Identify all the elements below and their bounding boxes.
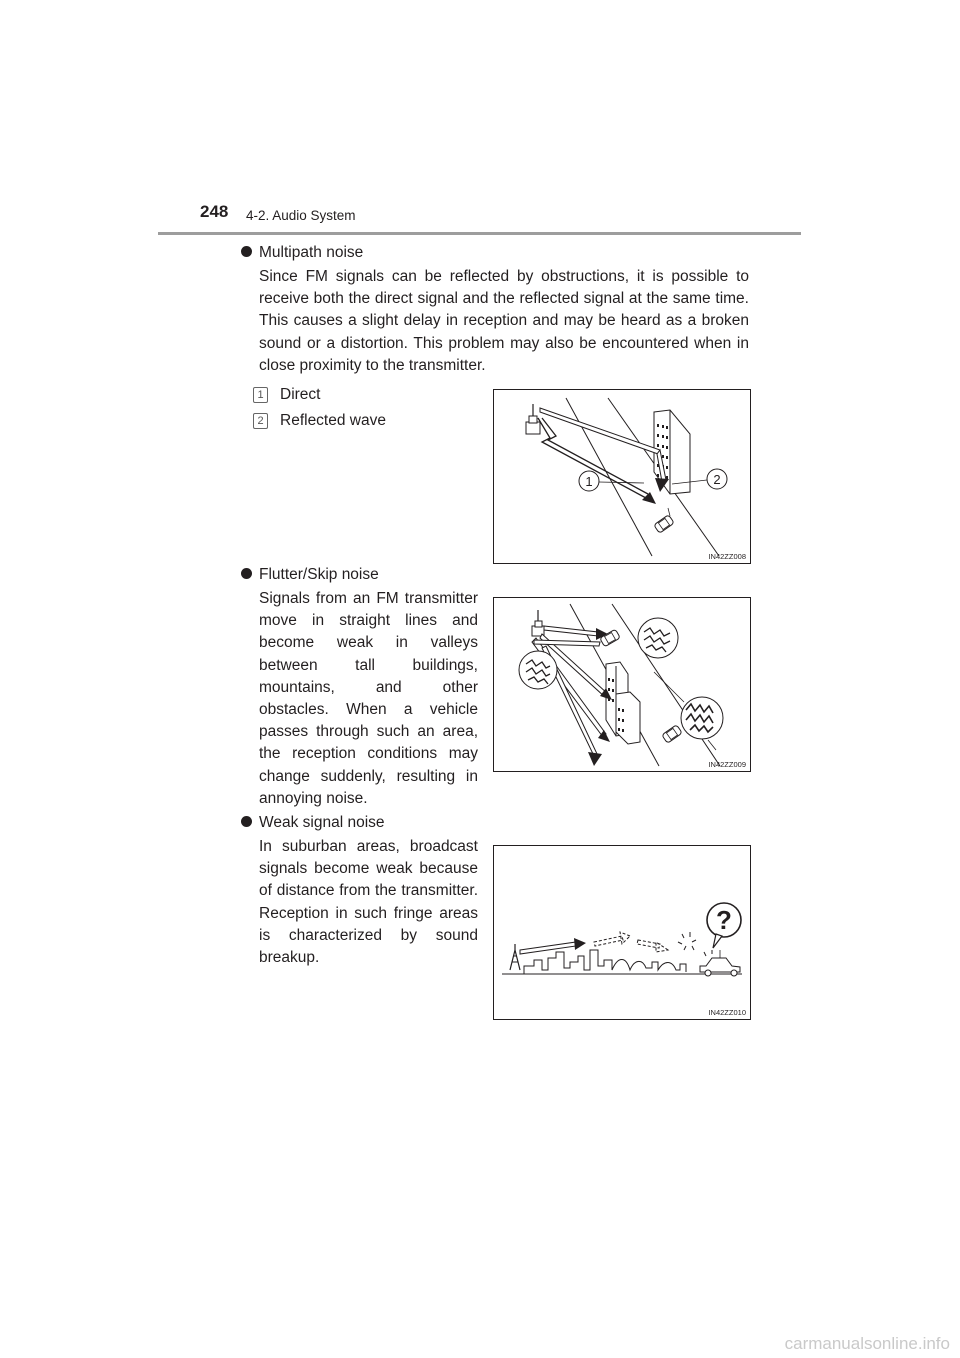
weak-title: Weak signal noise xyxy=(259,814,385,831)
legend-item-reflected xyxy=(253,410,386,432)
bullet-icon xyxy=(241,246,252,257)
multipath-illustration xyxy=(494,390,750,563)
flutter-title: Flutter/Skip noise xyxy=(259,566,379,583)
legend-label-reflected: Reflected wave xyxy=(280,412,386,429)
legend-item-direct xyxy=(253,384,320,406)
flutter-figure xyxy=(493,597,751,772)
question-mark-icon: ? xyxy=(716,905,732,935)
multipath-heading xyxy=(241,242,363,264)
legend-number-1: 1 xyxy=(253,387,268,403)
site-watermark: carmanualsonline.info xyxy=(784,1334,950,1353)
multipath-body: Since FM signals can be reflected by obstructions, it is possible to receive both the direct signal and the reflected signal at the same time. This causes a slight delay in reception and may be heard as a broken sound or a distortion. This problem may also be encountered when in close proximity to the transmitter. xyxy=(259,268,749,374)
bullet-icon xyxy=(241,816,252,827)
header-rule xyxy=(158,232,801,235)
multipath-title: Multipath noise xyxy=(259,244,364,261)
flutter-illustration xyxy=(494,598,750,771)
weak-heading xyxy=(241,812,385,834)
flutter-body: Signals from an FM transmitter move in straight lines and become weak in valleys between tall buildings, mountains, and other obstacles. When a vehicle passes through such an area, the reception conditions may change suddenly, resulting in annoying noise. xyxy=(259,590,478,807)
legend-label-direct: Direct xyxy=(280,386,321,403)
multipath-figure xyxy=(493,389,751,564)
weak-figure xyxy=(493,845,751,1020)
weak-illustration xyxy=(494,846,750,1019)
figure-code: IN42ZZ010 xyxy=(708,1008,746,1017)
weak-body: In suburban areas, broadcast signals become weak because of distance from the transmitter. Reception in such fringe areas is characterized by sound breakup. xyxy=(259,838,478,967)
bullet-icon xyxy=(241,568,252,579)
figure-code: IN42ZZ008 xyxy=(708,552,746,561)
callout-2: 2 xyxy=(713,472,721,487)
legend-number-2: 2 xyxy=(253,413,268,429)
figure-code: IN42ZZ009 xyxy=(708,760,746,769)
flutter-heading xyxy=(241,564,379,586)
page-number: 248 xyxy=(200,202,229,221)
section-title: 4-2. Audio System xyxy=(246,208,356,223)
callout-1: 1 xyxy=(585,474,593,489)
